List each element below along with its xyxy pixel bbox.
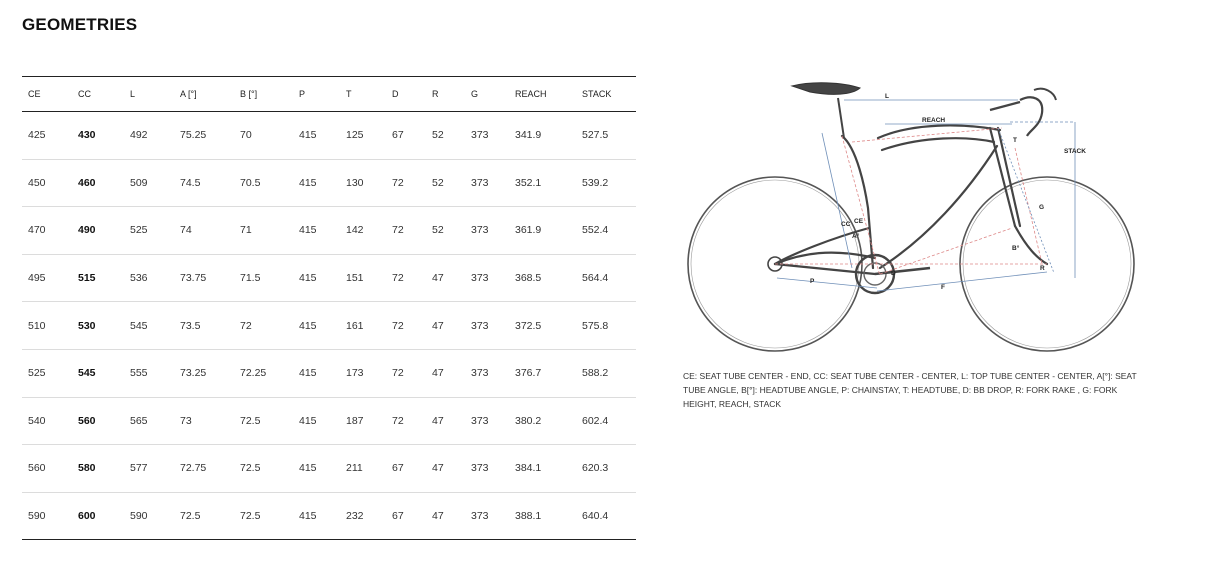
cell-p: 415: [293, 492, 340, 540]
label-p: P: [810, 278, 815, 285]
table-row: [22, 207, 636, 255]
cell-d: 72: [386, 207, 426, 255]
cell-d: 72: [386, 397, 426, 445]
cell-ce: 450: [22, 159, 72, 207]
column-header-cc: CC: [72, 77, 124, 112]
cell-stack: 539.2: [576, 159, 636, 207]
cell-p: 415: [293, 207, 340, 255]
cell-d: 72: [386, 349, 426, 397]
label-stack: STACK: [1064, 148, 1086, 155]
cell-stack: 640.4: [576, 492, 636, 540]
cell-l: 509: [124, 159, 174, 207]
cell-d: 72: [386, 254, 426, 302]
cell-t: 161: [340, 302, 386, 350]
cell-reach: 341.9: [509, 112, 576, 160]
table-row: [22, 159, 636, 207]
cell-l: 492: [124, 112, 174, 160]
cell-p: 415: [293, 397, 340, 445]
column-header-ce: CE: [22, 77, 72, 112]
column-header-a: A [°]: [174, 77, 234, 112]
cell-g: 373: [465, 349, 509, 397]
cell-a: 72.75: [174, 445, 234, 493]
cell-ce: 495: [22, 254, 72, 302]
cell-ce: 590: [22, 492, 72, 540]
crank-arm: [875, 268, 930, 274]
table-row: [22, 302, 636, 350]
saddle: [792, 83, 860, 95]
cell-g: 373: [465, 159, 509, 207]
cell-a: 75.25: [174, 112, 234, 160]
column-header-b: B [°]: [234, 77, 293, 112]
bike-geometry-diagram: [682, 78, 1144, 353]
cell-t: 173: [340, 349, 386, 397]
cell-r: 52: [426, 112, 465, 160]
cell-b: 70.5: [234, 159, 293, 207]
cell-a: 74.5: [174, 159, 234, 207]
cell-reach: 361.9: [509, 207, 576, 255]
label-g: G: [1039, 204, 1045, 211]
cell-r: 47: [426, 445, 465, 493]
cell-l: 555: [124, 349, 174, 397]
column-header-reach: REACH: [509, 77, 576, 112]
bike-frame: [775, 125, 1047, 274]
cell-cc: 490: [72, 207, 124, 255]
cell-l: 536: [124, 254, 174, 302]
cell-reach: 368.5: [509, 254, 576, 302]
cell-r: 52: [426, 207, 465, 255]
table-row: [22, 397, 636, 445]
label-b: B°: [1012, 245, 1020, 252]
cell-r: 47: [426, 492, 465, 540]
cell-stack: 602.4: [576, 397, 636, 445]
cell-p: 415: [293, 445, 340, 493]
column-header-d: D: [386, 77, 426, 112]
seatpost: [838, 98, 844, 138]
cell-reach: 384.1: [509, 445, 576, 493]
cell-stack: 588.2: [576, 349, 636, 397]
label-ce: CE: [854, 218, 864, 225]
cell-b: 72.25: [234, 349, 293, 397]
cell-a: 73.5: [174, 302, 234, 350]
geometry-legend: CE: SEAT TUBE CENTER - END, CC: SEAT TUBE CENTER - CENTER, L: TOP TUBE CENTER - CENTER, A[°]: SEAT TUBE ANGLE, B[°]: HEADTUBE ANGLE, P: CHAINSTAY, T: HEADTUBE, D: BB DROP, R: FORK RAKE , G: FORK HEIGHT, REACH, STACK: [683, 371, 1137, 409]
label-reach: REACH: [922, 117, 946, 124]
cell-reach: 388.1: [509, 492, 576, 540]
cell-stack: 527.5: [576, 112, 636, 160]
cell-cc: 430: [72, 112, 124, 160]
label-r: R: [1040, 265, 1045, 272]
cell-b: 72.5: [234, 397, 293, 445]
cell-a: 73.25: [174, 349, 234, 397]
cell-a: 73: [174, 397, 234, 445]
column-header-stack: STACK: [576, 77, 636, 112]
column-header-r: R: [426, 77, 465, 112]
cell-t: 130: [340, 159, 386, 207]
cell-stack: 620.3: [576, 445, 636, 493]
column-header-p: P: [293, 77, 340, 112]
cell-cc: 515: [72, 254, 124, 302]
cell-a: 72.5: [174, 492, 234, 540]
cell-reach: 352.1: [509, 159, 576, 207]
cell-b: 71.5: [234, 254, 293, 302]
cell-ce: 425: [22, 112, 72, 160]
cell-stack: 564.4: [576, 254, 636, 302]
cell-b: 72.5: [234, 492, 293, 540]
cell-b: 72: [234, 302, 293, 350]
cell-t: 187: [340, 397, 386, 445]
cell-r: 47: [426, 397, 465, 445]
cell-cc: 560: [72, 397, 124, 445]
cell-r: 47: [426, 254, 465, 302]
label-a: A°: [852, 233, 860, 240]
cell-g: 373: [465, 112, 509, 160]
cell-reach: 376.7: [509, 349, 576, 397]
cell-p: 415: [293, 302, 340, 350]
cell-a: 73.75: [174, 254, 234, 302]
cell-g: 373: [465, 397, 509, 445]
label-l: L: [885, 93, 889, 100]
column-header-t: T: [340, 77, 386, 112]
cell-cc: 600: [72, 492, 124, 540]
table-row: [22, 112, 636, 160]
cell-l: 545: [124, 302, 174, 350]
cell-ce: 560: [22, 445, 72, 493]
label-d: D: [891, 270, 896, 277]
cell-ce: 470: [22, 207, 72, 255]
cell-ce: 525: [22, 349, 72, 397]
cell-p: 415: [293, 349, 340, 397]
cell-l: 525: [124, 207, 174, 255]
cell-b: 70: [234, 112, 293, 160]
cell-r: 47: [426, 302, 465, 350]
cell-reach: 372.5: [509, 302, 576, 350]
cell-ce: 540: [22, 397, 72, 445]
cell-b: 72.5: [234, 445, 293, 493]
cell-reach: 380.2: [509, 397, 576, 445]
cell-g: 373: [465, 302, 509, 350]
cell-t: 232: [340, 492, 386, 540]
cell-d: 72: [386, 159, 426, 207]
cell-g: 373: [465, 445, 509, 493]
cell-t: 211: [340, 445, 386, 493]
cell-p: 415: [293, 254, 340, 302]
cell-r: 52: [426, 159, 465, 207]
cell-l: 590: [124, 492, 174, 540]
page-title: GEOMETRIES: [22, 15, 138, 34]
stem: [990, 102, 1020, 110]
label-f: F: [941, 284, 945, 291]
table-row: [22, 254, 636, 302]
cell-ce: 510: [22, 302, 72, 350]
cell-p: 415: [293, 159, 340, 207]
label-cc: CC: [841, 221, 851, 228]
cell-l: 565: [124, 397, 174, 445]
cell-l: 577: [124, 445, 174, 493]
cell-cc: 580: [72, 445, 124, 493]
cell-cc: 545: [72, 349, 124, 397]
cell-t: 125: [340, 112, 386, 160]
cell-d: 67: [386, 112, 426, 160]
cell-b: 71: [234, 207, 293, 255]
table-row: [22, 445, 636, 493]
column-header-l: L: [124, 77, 174, 112]
column-header-g: G: [465, 77, 509, 112]
geometry-table: [22, 76, 636, 540]
cell-t: 151: [340, 254, 386, 302]
cell-t: 142: [340, 207, 386, 255]
table-row: [22, 492, 636, 540]
handlebar: [1020, 97, 1042, 136]
cell-a: 74: [174, 207, 234, 255]
label-t: T: [1013, 137, 1017, 144]
cell-g: 373: [465, 254, 509, 302]
cell-g: 373: [465, 207, 509, 255]
cell-stack: 575.8: [576, 302, 636, 350]
cell-p: 415: [293, 112, 340, 160]
cell-r: 47: [426, 349, 465, 397]
measurement-lines: [775, 100, 1075, 291]
cell-d: 67: [386, 492, 426, 540]
cell-d: 72: [386, 302, 426, 350]
cell-g: 373: [465, 492, 509, 540]
table-row: [22, 349, 636, 397]
cell-d: 67: [386, 445, 426, 493]
table-header-row: [22, 77, 636, 112]
cell-cc: 460: [72, 159, 124, 207]
cell-stack: 552.4: [576, 207, 636, 255]
cell-cc: 530: [72, 302, 124, 350]
